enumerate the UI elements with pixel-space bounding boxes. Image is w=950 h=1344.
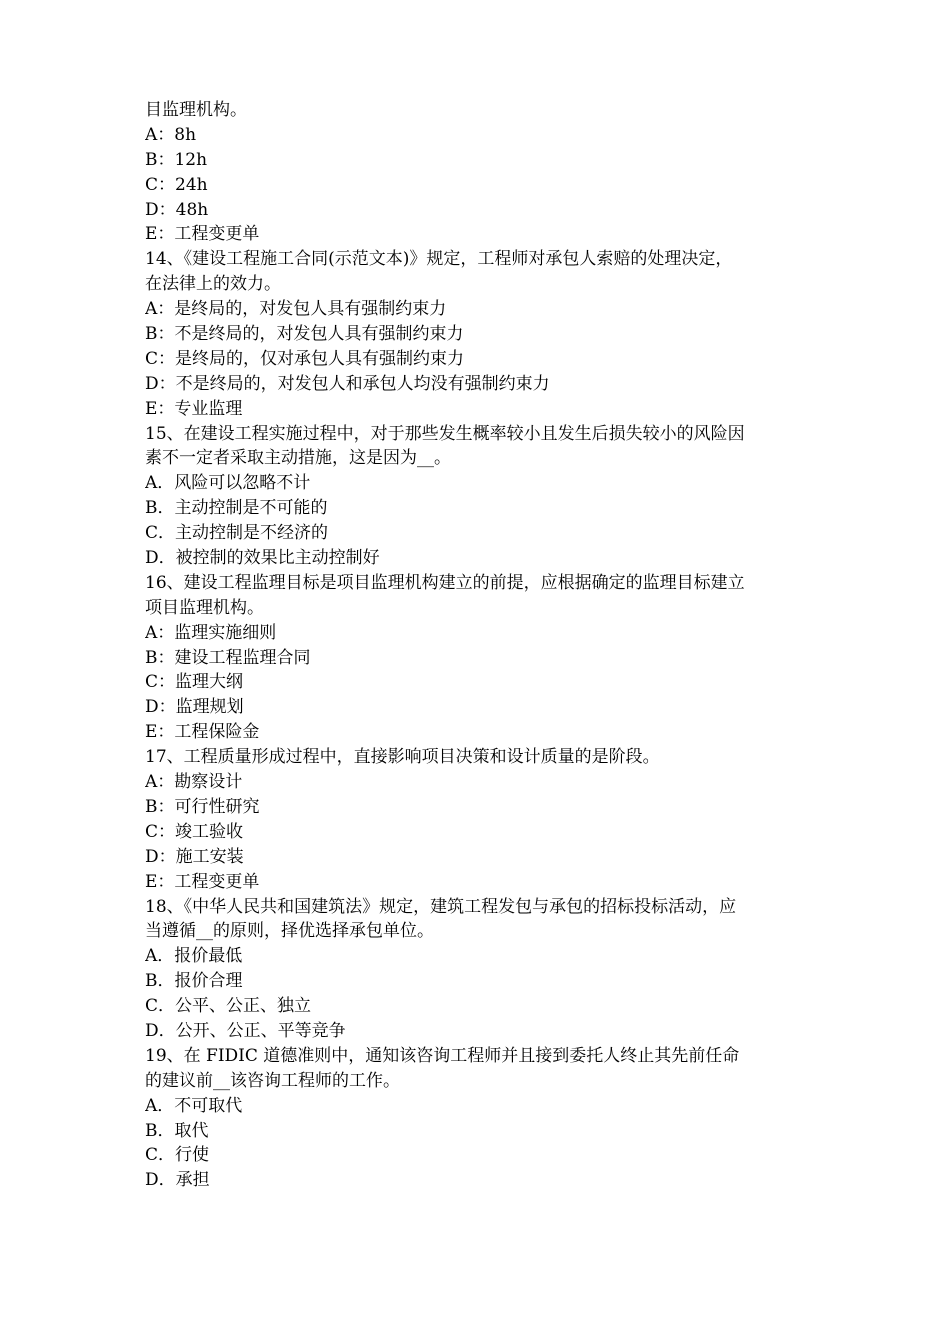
option-d: D．被控制的效果比主动控制好 bbox=[145, 548, 380, 569]
option-a: A．不可取代 bbox=[145, 1095, 243, 1116]
option-e: E：工程保险金 bbox=[145, 722, 260, 743]
option-d: D：不是终局的，对发包人和承包人均没有强制约束力 bbox=[145, 373, 550, 394]
option-b: B：可行性研究 bbox=[145, 796, 260, 817]
option-c: C：是终局的，仅对承包人具有强制约束力 bbox=[145, 348, 465, 369]
option-b: B：建设工程监理合同 bbox=[145, 647, 311, 668]
question-14-line-1: 14、《建设工程施工合同(示范文本)》规定，工程师对承包人索赔的处理决定， bbox=[145, 249, 733, 270]
question-17-line-1: 17、工程质量形成过程中，直接影响项目决策和设计质量的是阶段。 bbox=[145, 747, 660, 768]
document-page bbox=[145, 98, 810, 1193]
option-e: E：工程变更单 bbox=[145, 224, 260, 245]
question-18-line-2: 当遵循__的原则，择优选择承包单位。 bbox=[145, 921, 434, 942]
option-b: B：12h bbox=[145, 149, 208, 170]
option-c: C．主动控制是不经济的 bbox=[145, 523, 329, 544]
option-b: B．取代 bbox=[145, 1120, 209, 1141]
question-14-line-2: 在法律上的效力。 bbox=[145, 274, 281, 295]
option-a: A：8h bbox=[145, 124, 197, 145]
option-a: A：监理实施细则 bbox=[145, 622, 277, 643]
option-d: D．承担 bbox=[145, 1170, 210, 1191]
question-16-line-2: 项目监理机构。 bbox=[145, 597, 264, 618]
question-19-line-1: 19、在 FIDIC 道德准则中，通知该咨询工程师并且接到委托人终止其先前任命 bbox=[145, 1045, 740, 1066]
option-d: D．公开、公正、平等竞争 bbox=[145, 1020, 346, 1041]
option-d: D：48h bbox=[145, 199, 209, 220]
option-b: B．报价合理 bbox=[145, 971, 243, 992]
option-d: D：施工安装 bbox=[145, 846, 244, 867]
option-c: C：24h bbox=[145, 174, 208, 195]
option-c: C．行使 bbox=[145, 1145, 210, 1166]
option-c: C．公平、公正、独立 bbox=[145, 996, 312, 1017]
option-a: A．报价最低 bbox=[145, 946, 243, 967]
option-a: A：勘察设计 bbox=[145, 772, 243, 793]
option-e: E：专业监理 bbox=[145, 398, 243, 419]
option-c: C：监理大纲 bbox=[145, 672, 244, 693]
option-b: B．主动控制是不可能的 bbox=[145, 498, 328, 519]
question-15-line-1: 15、在建设工程实施过程中，对于那些发生概率较小且发生后损失较小的风险因 bbox=[145, 423, 745, 444]
option-a: A．风险可以忽略不计 bbox=[145, 473, 311, 494]
question-16-line-1: 16、建设工程监理目标是项目监理机构建立的前提，应根据确定的监理目标建立 bbox=[145, 572, 745, 593]
question-15-line-2: 素不一定者采取主动措施，这是因为__。 bbox=[145, 448, 451, 469]
option-d: D：监理规划 bbox=[145, 697, 244, 718]
option-b: B：不是终局的，对发包人具有强制约束力 bbox=[145, 324, 464, 345]
text-line: 目监理机构。 bbox=[145, 100, 247, 120]
option-a: A：是终局的，对发包人具有强制约束力 bbox=[145, 299, 447, 320]
option-e: E：工程变更单 bbox=[145, 871, 260, 892]
question-18-line-1: 18、《中华人民共和国建筑法》规定，建筑工程发包与承包的招标投标活动，应 bbox=[145, 896, 737, 917]
question-19-line-2: 的建议前__该咨询工程师的工作。 bbox=[145, 1070, 400, 1091]
option-c: C：竣工验收 bbox=[145, 821, 244, 842]
